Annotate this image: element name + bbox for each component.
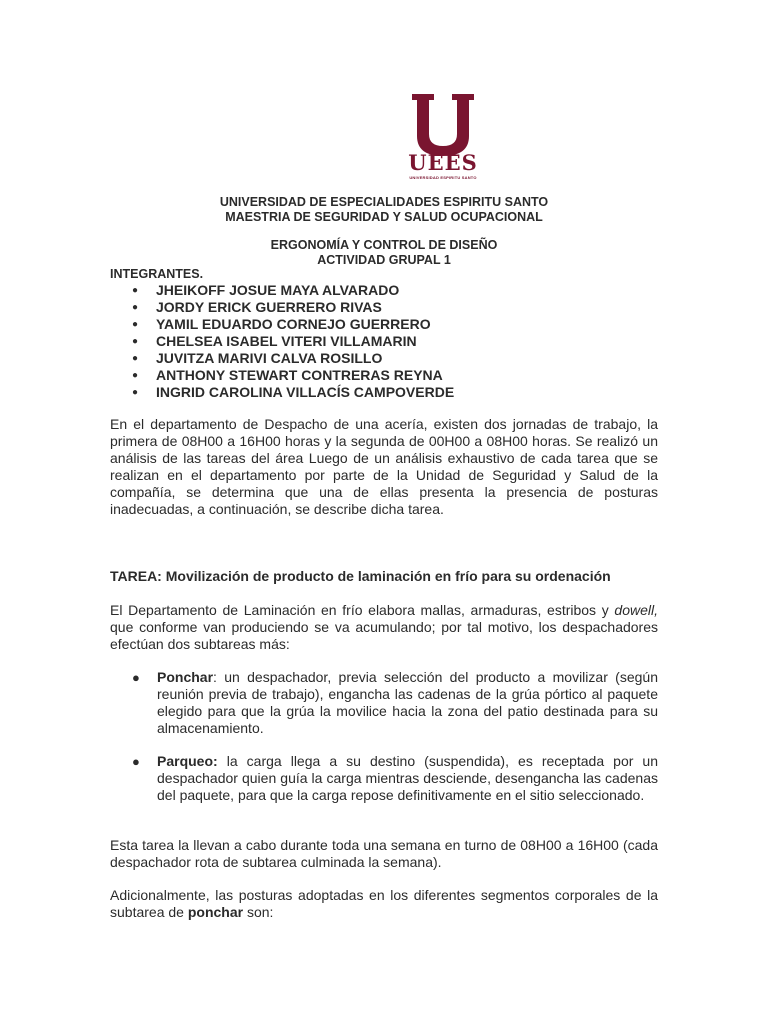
task-heading: TAREA: Movilización de producto de laminación en frío para su ordenación [110, 568, 611, 584]
list-item: ● JORDY ERICK GUERRERO RIVAS [110, 299, 454, 316]
subtask-sep: : [213, 669, 217, 685]
program-name: MAESTRIA DE SEGURIDAD Y SALUD OCUPACIONAL [225, 210, 543, 224]
subtask-parqueo [132, 753, 658, 804]
task-description [110, 602, 658, 653]
postures-paragraph [110, 887, 658, 921]
subtask-title: Ponchar [157, 669, 214, 685]
bullet-icon: ● [132, 754, 140, 769]
logo-u-mark [410, 94, 476, 156]
list-item: ● YAMIL EDUARDO CORNEJO GUERRERO [110, 316, 454, 333]
postures-text: Adicionalmente, las posturas adoptadas en los diferentes segmentos corporales de la subtarea de [110, 887, 658, 920]
members-label: INTEGRANTES. [110, 267, 204, 281]
intro-paragraph: En el departamento de Despacho de una acería, existen dos jornadas de trabajo, la primera de 08H00 a 16H00 horas y la segunda de 00H00 a 08H00 horas. Se realizó un análisis de las tareas del área Luego de un análisis exhaustivo de cada tarea que se realizan en el departamento por parte de la Unidad de Seguridad y Salud de la compañía, se determina que una de ellas presenta la presencia de posturas inadecuadas, a continuación, se describe dicha tarea. [110, 416, 658, 517]
subtask-body: un despachador, previa selección del producto a movilizar (según reunión previa de trabajo), engancha las cadenas de la grúa pórtico al paquete elegido para que la grúa la movilice hacia la zona del patio destinada para su almacenamiento. [157, 669, 658, 736]
task-desc-text: El Departamento de Laminación en frío elabora mallas, armaduras, estribos y [110, 602, 615, 618]
list-item: ● CHELSEA ISABEL VITERI VILLAMARIN [110, 333, 454, 350]
list-item: ● JUVITZA MARIVI CALVA ROSILLO [110, 350, 454, 367]
subtask-title: Parqueo: [157, 753, 218, 769]
activity-name: ACTIVIDAD GRUPAL 1 [317, 253, 451, 267]
bullet-icon: ● [132, 670, 140, 685]
task-desc-text-end: que conforme van produciendo se va acumulando; por tal motivo, los despachadores efectúan dos subtareas más: [110, 619, 658, 652]
members-list [110, 282, 454, 401]
schedule-paragraph: Esta tarea la llevan a cabo durante toda una semana en turno de 08H00 a 16H00 (cada despachador rota de subtarea culminada la semana). [110, 837, 658, 870]
list-item: ● JHEIKOFF JOSUE MAYA ALVARADO [110, 282, 454, 299]
logo-subtitle: UNIVERSIDAD ESPIRITU SANTO [409, 175, 477, 180]
subtask-text [157, 753, 658, 804]
list-item: ● ANTHONY STEWART CONTRERAS REYNA [110, 367, 454, 384]
task-desc-italic: dowell, [614, 602, 658, 618]
university-name: UNIVERSIDAD DE ESPECIALIDADES ESPIRITU SANTO [219, 195, 549, 209]
list-item: ● INGRID CAROLINA VILLACÍS CAMPOVERDE [110, 384, 454, 401]
postures-text-end: son: [243, 904, 274, 920]
logo-wordmark: UEES [408, 150, 478, 175]
course-name: ERGONOMÍA Y CONTROL DE DISEÑO [270, 238, 498, 252]
subtask-body: la carga llega a su destino (suspendida), es receptada por un despachador quien guía la carga mientras desciende, desengancha las cadenas del paquete, para que la carga repose definitivamente en el sitio seleccionado. [157, 753, 658, 803]
subtask-text [157, 669, 658, 737]
postures-bold: ponchar [187, 904, 244, 920]
subtask-ponchar [132, 669, 658, 737]
university-logo [404, 94, 482, 182]
